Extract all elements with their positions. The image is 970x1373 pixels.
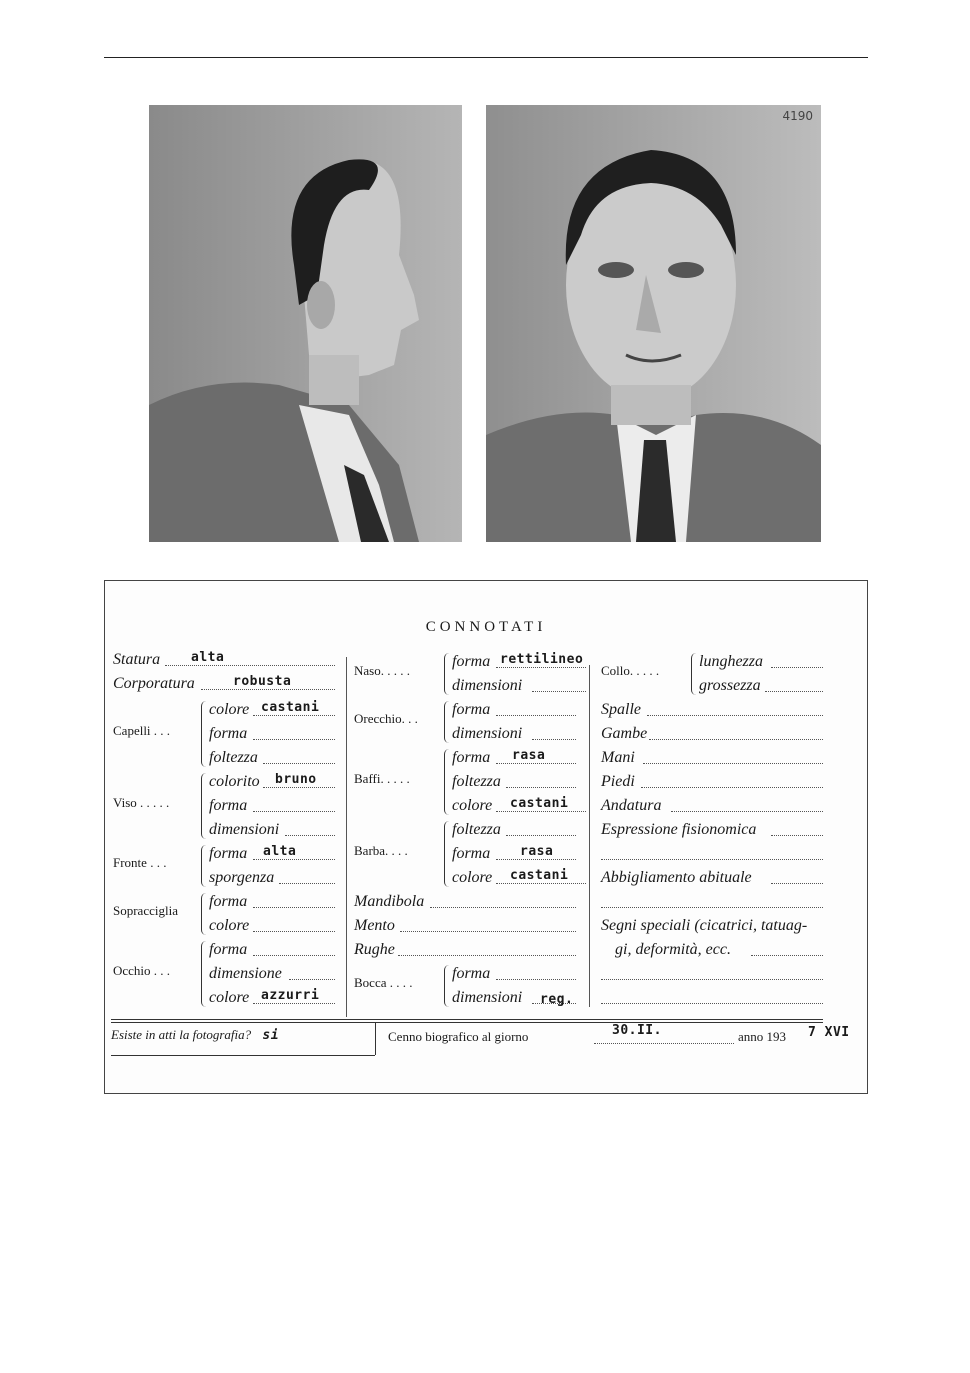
foto-answer: si	[262, 1028, 280, 1043]
anno-label: anno 193	[738, 1029, 787, 1044]
brace	[444, 749, 449, 815]
field-label: forma	[452, 701, 491, 718]
field-value: alta	[263, 844, 297, 859]
field-label: Espressione fisionomica	[601, 821, 757, 838]
field-piedi	[601, 773, 823, 791]
field-label: gi, deformità, ecc.	[615, 941, 731, 958]
field-abbigliamento-cont	[601, 893, 823, 911]
field-line	[601, 979, 823, 980]
field-label: colore	[209, 917, 250, 934]
field-abbigliamento	[601, 869, 823, 887]
field-label: forma	[209, 941, 248, 958]
field-mento	[354, 917, 576, 935]
field-fronte-sporgenza	[209, 869, 335, 887]
field-line	[285, 835, 335, 836]
field-line	[279, 883, 335, 884]
field-label: Mani	[601, 749, 635, 766]
group-label-collo: Collo. . . . .	[601, 663, 660, 678]
field-label: Mandibola	[354, 893, 425, 910]
field-label: forma	[209, 797, 248, 814]
field-label: colore	[209, 701, 250, 718]
field-value: rasa	[512, 748, 546, 763]
field-line	[532, 739, 576, 740]
field-line	[765, 691, 823, 692]
field-line	[253, 931, 335, 932]
field-label: Corporatura	[113, 675, 195, 692]
field-value: robusta	[233, 674, 292, 689]
brace	[444, 965, 449, 1007]
group-label-bocca: Bocca . . . .	[354, 975, 413, 990]
field-label: colore	[209, 989, 250, 1006]
group-label-occhio: Occhio . . .	[113, 963, 171, 978]
field-value: castani	[510, 868, 569, 883]
profile-photo-drawing	[149, 105, 462, 542]
field-occhio-forma	[209, 941, 335, 959]
anno-value: 7 XVI	[808, 1025, 850, 1040]
field-line	[594, 1043, 734, 1044]
card-title: CONNOTATI	[425, 619, 547, 635]
field-label: dimensioni	[452, 677, 523, 694]
field-label: forma	[452, 749, 491, 766]
field-capelli-forma	[209, 725, 335, 743]
field-value: castani	[510, 796, 569, 811]
field-line	[771, 667, 823, 668]
field-line	[400, 931, 576, 932]
field-occhio-colore	[209, 989, 335, 1007]
field-label: forma	[452, 653, 491, 670]
field-spalle	[601, 701, 823, 719]
field-line	[671, 811, 823, 812]
front-photo-drawing	[486, 105, 821, 542]
field-label: foltezza	[452, 773, 501, 790]
group-label-orecchio: Orecchio. . .	[354, 711, 418, 726]
field-label: forma	[209, 893, 248, 910]
field-fronte-forma	[209, 845, 335, 863]
connotati-card	[104, 580, 868, 1094]
field-line	[253, 955, 335, 956]
field-baffi-foltezza	[452, 773, 576, 791]
field-espressione-cont	[601, 845, 823, 863]
field-andatura	[601, 797, 823, 815]
foto-question	[111, 1027, 279, 1043]
field-label: Andatura	[601, 797, 662, 814]
field-segni-cont-1	[601, 965, 823, 983]
field-line	[253, 739, 335, 740]
field-line	[496, 979, 576, 980]
field-line	[289, 979, 335, 980]
field-statura	[113, 651, 335, 669]
brace	[201, 845, 206, 887]
field-line	[253, 907, 335, 908]
column-divider	[346, 657, 347, 1017]
field-orecchio-dimensioni	[452, 725, 576, 743]
field-segni-2	[615, 941, 823, 959]
group-label-sopracciglia: Sopracciglia	[113, 903, 178, 918]
group-label-barba: Barba. . . .	[354, 843, 408, 858]
field-label: Spalle	[601, 701, 641, 718]
field-sopracciglia-colore	[209, 917, 335, 935]
column-divider	[589, 665, 590, 1007]
field-barba-foltezza	[452, 821, 576, 839]
field-line	[641, 787, 823, 788]
field-label: colorito	[209, 773, 260, 790]
field-capelli-foltezza	[209, 749, 335, 767]
field-espressione	[601, 821, 823, 839]
field-label: Segni speciali (cicatrici, tatuag-	[601, 917, 808, 934]
field-naso-forma	[452, 653, 586, 671]
brace	[201, 941, 206, 1007]
group-label-baffi: Baffi. . . . .	[354, 771, 410, 786]
cenno-label: Cenno biografico al giorno	[388, 1029, 529, 1044]
bottom-rule	[111, 1019, 823, 1020]
field-collo-lunghezza	[699, 653, 823, 671]
field-bocca-forma	[452, 965, 576, 983]
field-capelli-colore	[209, 701, 335, 719]
field-label: Gambe	[601, 725, 648, 742]
field-label: dimensioni	[452, 989, 523, 1006]
group-label-naso: Naso. . . . .	[354, 663, 410, 678]
field-label: Piedi	[601, 773, 635, 790]
field-line	[647, 715, 823, 716]
field-value: castani	[261, 700, 320, 715]
foto-box-line	[111, 1055, 375, 1056]
field-occhio-dimensione	[209, 965, 335, 983]
field-label: foltezza	[452, 821, 501, 838]
field-label: colore	[452, 797, 493, 814]
field-collo-grossezza	[699, 677, 823, 695]
field-barba-forma	[452, 845, 576, 863]
field-line	[601, 859, 823, 860]
field-bocca-dimensioni	[452, 989, 576, 1007]
field-line	[532, 691, 586, 692]
field-baffi-forma	[452, 749, 576, 767]
field-label: forma	[209, 725, 248, 742]
field-value: reg.	[540, 992, 574, 1007]
group-label-fronte: Fronte . . .	[113, 855, 167, 870]
field-mandibola	[354, 893, 576, 911]
field-value: alta	[191, 650, 225, 665]
field-line	[751, 955, 823, 956]
field-mani	[601, 749, 823, 767]
field-label: Statura	[113, 651, 161, 668]
cenno-biografico	[388, 1023, 858, 1047]
field-line	[398, 955, 576, 956]
brace	[201, 773, 206, 839]
field-segni-1	[601, 917, 823, 935]
photo-number: 4190	[782, 109, 813, 123]
foto-box-divider	[375, 1023, 376, 1055]
header-rule	[104, 57, 868, 58]
field-label: dimensioni	[209, 821, 280, 838]
field-label: sporgenza	[209, 869, 275, 886]
group-label-capelli: Capelli . . .	[113, 723, 171, 738]
brace	[444, 821, 449, 887]
profile-photo	[149, 105, 462, 542]
field-line	[263, 763, 335, 764]
field-line	[601, 1003, 823, 1004]
field-line	[253, 811, 335, 812]
field-line	[506, 787, 576, 788]
field-label: Abbigliamento abituale	[601, 869, 752, 886]
field-label: colore	[452, 869, 493, 886]
field-line	[601, 907, 823, 908]
field-label: Rughe	[354, 941, 395, 958]
field-sopracciglia-forma	[209, 893, 335, 911]
field-barba-colore	[452, 869, 586, 887]
brace	[444, 653, 449, 695]
field-value: azzurri	[261, 988, 320, 1003]
field-label: lunghezza	[699, 653, 763, 670]
field-line	[496, 715, 576, 716]
brace	[201, 701, 206, 767]
field-corporatura	[113, 675, 335, 693]
field-viso-forma	[209, 797, 335, 815]
brace	[201, 893, 206, 935]
field-label: foltezza	[209, 749, 258, 766]
field-rughe	[354, 941, 576, 959]
field-viso-colorito	[209, 773, 335, 791]
field-line	[649, 739, 823, 740]
field-line	[771, 835, 823, 836]
field-line	[643, 763, 823, 764]
field-line	[506, 835, 576, 836]
field-label: dimensioni	[452, 725, 523, 742]
field-label: dimensione	[209, 965, 282, 982]
field-line	[430, 907, 576, 908]
field-label: forma	[452, 965, 491, 982]
brace	[444, 701, 449, 743]
group-label-viso: Viso . . . . .	[113, 795, 170, 810]
foto-question-label: Esiste in atti la fotografia?	[111, 1027, 252, 1042]
field-label: forma	[209, 845, 248, 862]
field-naso-dimensioni	[452, 677, 586, 695]
field-value: rettilineo	[500, 652, 584, 667]
field-value: bruno	[275, 772, 317, 787]
field-value: rasa	[520, 844, 554, 859]
field-orecchio-forma	[452, 701, 576, 719]
bottom-rule	[111, 1022, 823, 1023]
field-baffi-colore	[452, 797, 586, 815]
brace	[691, 653, 696, 695]
cenno-date: 30.II.	[612, 1023, 662, 1038]
field-viso-dimensioni	[209, 821, 335, 839]
field-label: Mento	[354, 917, 395, 934]
field-segni-cont-2	[601, 989, 823, 1007]
field-line	[771, 883, 823, 884]
field-label: forma	[452, 845, 491, 862]
front-photo	[486, 105, 821, 542]
field-label: grossezza	[699, 677, 761, 694]
field-gambe	[601, 725, 823, 743]
